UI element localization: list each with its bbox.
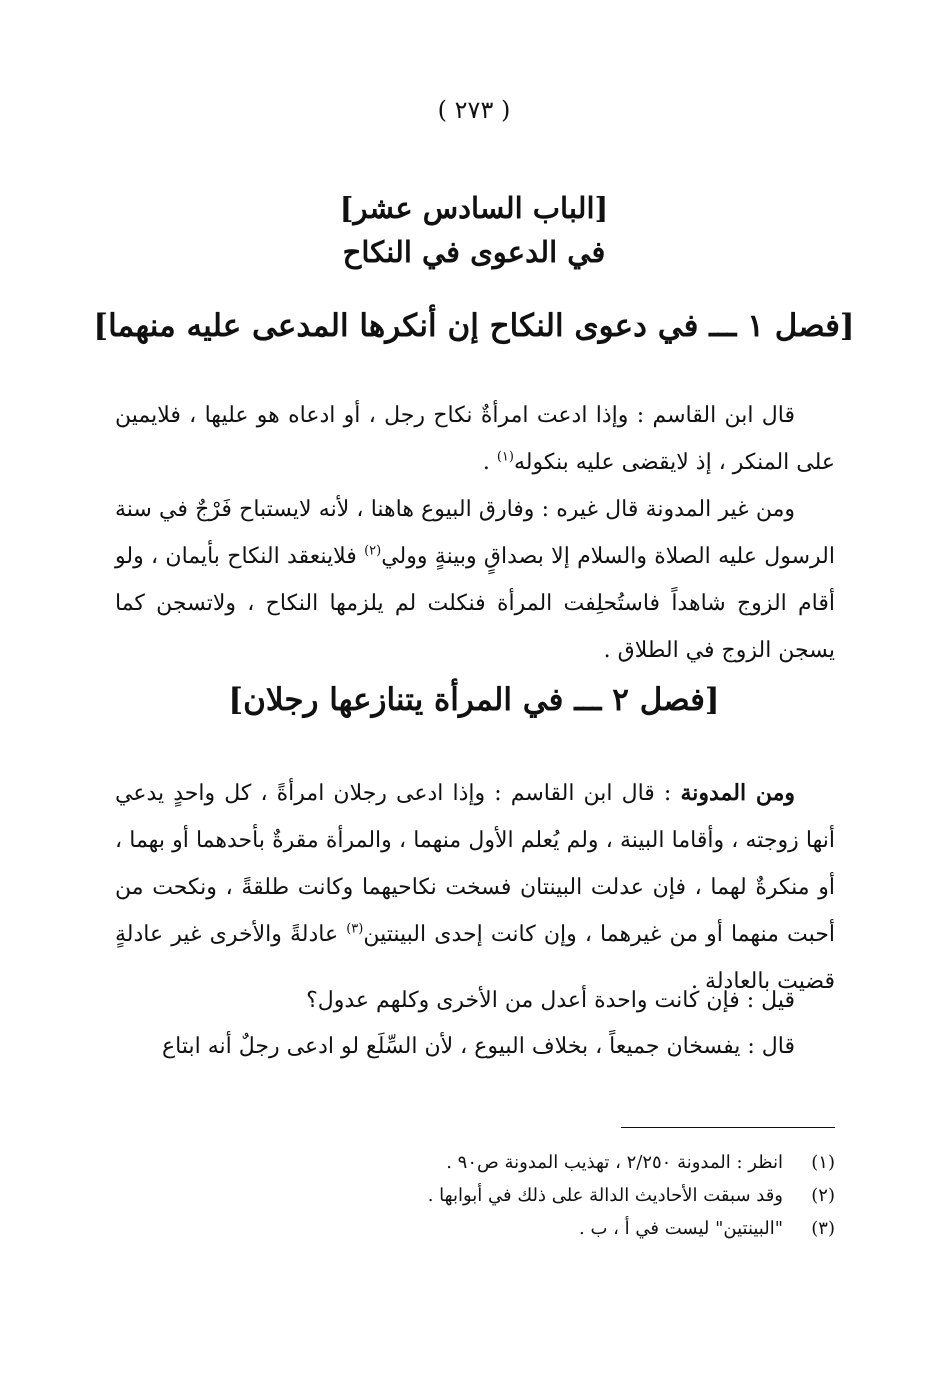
section1-paragraph-2-text-a: ومن غير المدونة قال غيره : وفارق البيوع هاهنا ، لأنه لايستباح فَرْجٌ في سنة الرسول عليه الصلاة والسلام إلا بصداقٍ وبينةٍ وولي [115,497,835,569]
footnote-ref-1: (١) [496,449,514,465]
footnote-1-number: (١) [811,1152,835,1173]
page-number: ( ٢٧٣ ) [437,96,511,124]
chapter-title-line-1: [الباب السادس عشر] [339,191,609,225]
footnote-ref-2: (٢) [364,543,382,559]
footnotes [115,1146,835,1245]
section1-paragraph-1-end: . [482,450,497,475]
section2-paragraph-3: قال : يفسخان جميعاً ، بخلاف البيوع ، لأن السِّلَع لو ادعى رجلٌ أنه ابتاع [162,1034,795,1059]
footnote-3-number: (٣) [811,1218,835,1239]
footnote-2 [115,1179,835,1212]
section1-paragraph-1-text: قال ابن القاسم : وإذا ادعت امرأةٌ نكاح رجل ، أو ادعاه هو عليها ، فلايمين على المنكر ، إذ لايقضى عليه بنكوله [115,403,835,475]
footnote-3-text: "البينتين" ليست في أ ، ب . [579,1218,783,1239]
footnote-2-text: وقد سبقت الأحاديث الدالة على ذلك في أبوابها . [427,1185,783,1206]
section-heading-2: [فصل ٢ ـــ في المرأة يتنازعها رجلان] [228,682,720,718]
chapter-title [0,186,948,274]
section2-paragraph-2: قيل : فإن كانت واحدة أعدل من الأخرى وكلهم عدول؟ [306,988,795,1013]
section2-paragraph-1 [115,770,835,1005]
section2-paragraph-1-text-b: عادلةً والأخرى غير عادلةٍ قضيت بالعادلة . [115,922,835,994]
section1-paragraph-1 [115,392,835,486]
section2-paragraph-1-lead: ومن المدونة [680,780,795,806]
section1-paragraph-2-text-b: فلاينعقد النكاح بأيمان ، ولو أقام الزوج شاهداً فاستُحلِفت المرأة فنكلت لم يلزمها النكاح ، ولاتسجن كما يسجن الزوج في الطلاق . [115,544,835,663]
section-heading-1: [فصل ١ ـــ في دعوى النكاح إن أنكرها المدعى عليه منهما] [93,308,855,344]
footnote-separator [621,1127,835,1128]
footnote-1-text: انظر : المدونة ٢/٢٥٠ ، تهذيب المدونة ص٩٠ . [446,1152,783,1173]
footnote-1 [115,1146,835,1179]
section1-paragraph-2 [115,486,835,674]
footnote-2-number: (٢) [811,1185,835,1206]
chapter-title-line-2: في الدعوى في النكاح [342,235,606,269]
section2-paragraph-1-text-a: : قال ابن القاسم : وإذا ادعى رجلان امرأةً ، كل واحدٍ يدعي أنها زوجته ، وأقاما البينة ، ولم يُعلم الأول منهما ، والمرأة مقرةٌ بأحدهما أو بهما ، أو منكرةٌ لهما ، فإن عدلت البينتان فسخت نكاحيهما وكانت طلقةً ، ونكحت من أحبت منهما أو من غيرهما ، وإن كانت إحدى البينتين [115,781,835,947]
footnote-3 [115,1212,835,1245]
footnote-ref-3: (٣) [346,921,364,937]
